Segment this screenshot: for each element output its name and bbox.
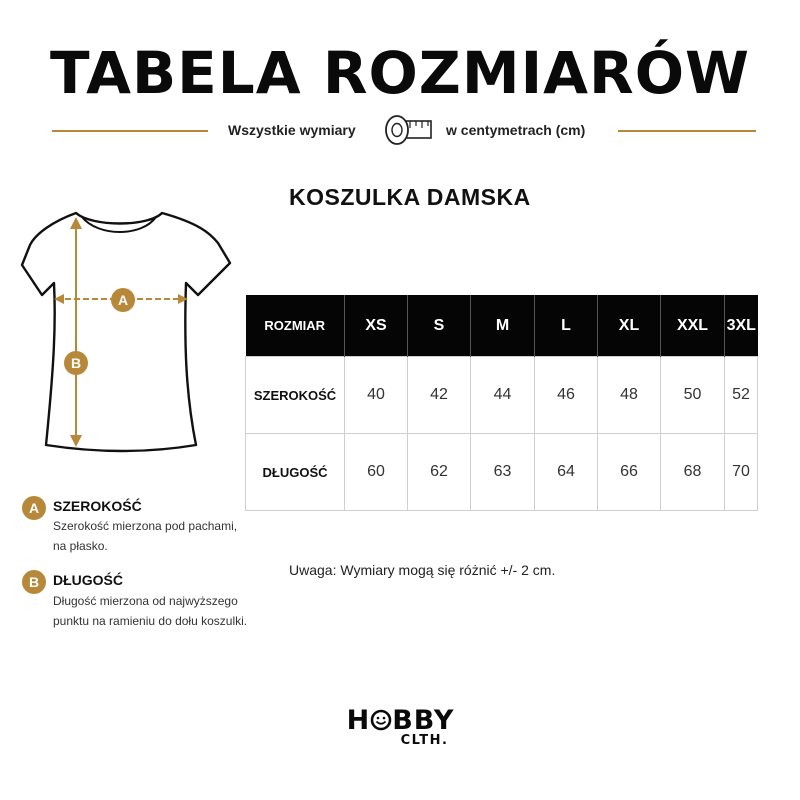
table-cell: 70 bbox=[725, 434, 758, 511]
units-caption-right: w centymetrach (cm) bbox=[446, 122, 586, 138]
diagram-label-a: A bbox=[117, 292, 129, 308]
logo-wordmark bbox=[328, 706, 473, 736]
table-cell: 52 bbox=[725, 357, 758, 434]
size-header-row bbox=[246, 295, 758, 357]
legend-title-length: DŁUGOŚĆ bbox=[53, 572, 123, 588]
header-cell: XL bbox=[598, 295, 661, 357]
table-cell: 42 bbox=[408, 357, 471, 434]
table-cell: 68 bbox=[661, 434, 725, 511]
smiley-icon bbox=[370, 709, 392, 731]
table-cell: 46 bbox=[535, 357, 598, 434]
header-cell: ROZMIAR bbox=[246, 295, 345, 357]
logo-subtext: CLTH. bbox=[400, 733, 449, 748]
legend-desc-line: Szerokość mierzona pod pachami, bbox=[53, 519, 238, 533]
legend-desc-line: Długość mierzona od najwyższego bbox=[53, 594, 238, 608]
legend-desc-line: na płasko. bbox=[53, 539, 108, 553]
table-cell: 50 bbox=[661, 357, 725, 434]
table-cell: 48 bbox=[598, 357, 661, 434]
header-cell: 3XL bbox=[725, 295, 758, 357]
legend-desc-width bbox=[53, 516, 263, 556]
table-cell: 66 bbox=[598, 434, 661, 511]
measuring-tape-icon bbox=[384, 112, 434, 148]
legend-desc-line: punktu na ramieniu do dołu koszulki. bbox=[53, 614, 248, 628]
table-cell: 60 bbox=[345, 434, 408, 511]
measurement-note: Uwaga: Wymiary mogą się różnić +/- 2 cm. bbox=[289, 562, 556, 578]
row-label: DŁUGOŚĆ bbox=[246, 434, 345, 511]
table-cell: 63 bbox=[471, 434, 535, 511]
table-cell: 44 bbox=[471, 357, 535, 434]
table-cell: 40 bbox=[345, 357, 408, 434]
brand-logo bbox=[328, 706, 473, 752]
legend-desc-length bbox=[53, 591, 263, 631]
header-cell: L bbox=[535, 295, 598, 357]
divider-right bbox=[618, 130, 756, 132]
table-cell: 64 bbox=[535, 434, 598, 511]
header-cell: M bbox=[471, 295, 535, 357]
tshirt-diagram bbox=[18, 205, 234, 457]
legend-badge-b: B bbox=[22, 570, 46, 594]
table-row bbox=[246, 357, 758, 434]
logo-letters: BBY bbox=[392, 705, 455, 736]
header-cell: XS bbox=[345, 295, 408, 357]
header-cell: S bbox=[408, 295, 471, 357]
row-label: SZEROKOŚĆ bbox=[246, 357, 345, 434]
size-table bbox=[245, 295, 758, 511]
page-title: TABELA ROZMIARÓW bbox=[50, 39, 750, 107]
legend-badge-a: A bbox=[22, 496, 46, 520]
diagram-label-b: B bbox=[70, 355, 82, 371]
divider-left bbox=[52, 130, 208, 132]
table-row bbox=[246, 434, 758, 511]
product-title: KOSZULKA DAMSKA bbox=[289, 184, 531, 210]
legend-title-width: SZEROKOŚĆ bbox=[53, 498, 142, 514]
logo-letter: H bbox=[346, 705, 371, 736]
table-cell: 62 bbox=[408, 434, 471, 511]
header-cell: XXL bbox=[661, 295, 725, 357]
units-caption-left: Wszystkie wymiary bbox=[228, 122, 356, 138]
